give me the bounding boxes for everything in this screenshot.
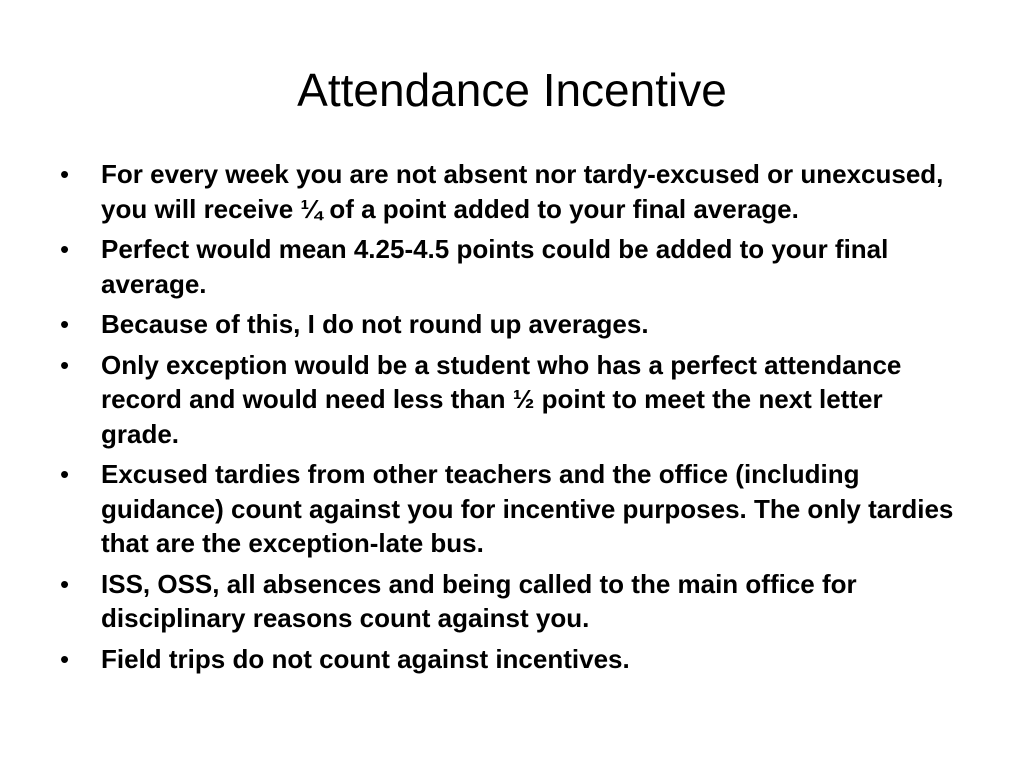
slide-title: Attendance Incentive	[297, 64, 727, 116]
bullet-dot-icon: •	[60, 459, 70, 489]
bullet-list	[60, 157, 960, 682]
bullet-item	[60, 567, 960, 636]
bullet-dot-icon: •	[60, 159, 70, 189]
bullet-text: Only exception would be a student who has a perfect attendance record and would need less than ½ point to meet the next letter grade.	[101, 349, 902, 449]
bullet-dot-icon: •	[60, 643, 70, 674]
bullet-item	[60, 348, 960, 452]
bullet-item	[60, 232, 960, 301]
bullet-item	[60, 157, 960, 226]
bullet-text: Excused tardies from other teachers and the office (including guidance) count against you for incentive purposes. The only tardies that are the exception-late bus.	[101, 459, 954, 558]
bullet-dot-icon: •	[60, 309, 70, 339]
bullet-item	[60, 457, 960, 561]
bullet-item	[60, 307, 960, 342]
bullet-item	[60, 642, 960, 677]
bullet-text: Perfect would mean 4.25-4.5 points could be added to your final average.	[101, 234, 889, 299]
bullet-text: Because of this, I do not round up averages.	[101, 309, 649, 339]
bullet-text: Field trips do not count against incentives.	[101, 643, 630, 674]
bullet-text: For every week you are not absent nor tardy-excused or unexcused, you will receive ¼ of a point added to your final average.	[101, 159, 944, 224]
bullet-dot-icon: •	[60, 568, 70, 599]
bullet-text: ISS, OSS, all absences and being called to the main office for disciplinary reasons count against you.	[101, 568, 857, 633]
bullet-dot-icon: •	[60, 349, 70, 380]
bullet-dot-icon: •	[60, 234, 70, 264]
